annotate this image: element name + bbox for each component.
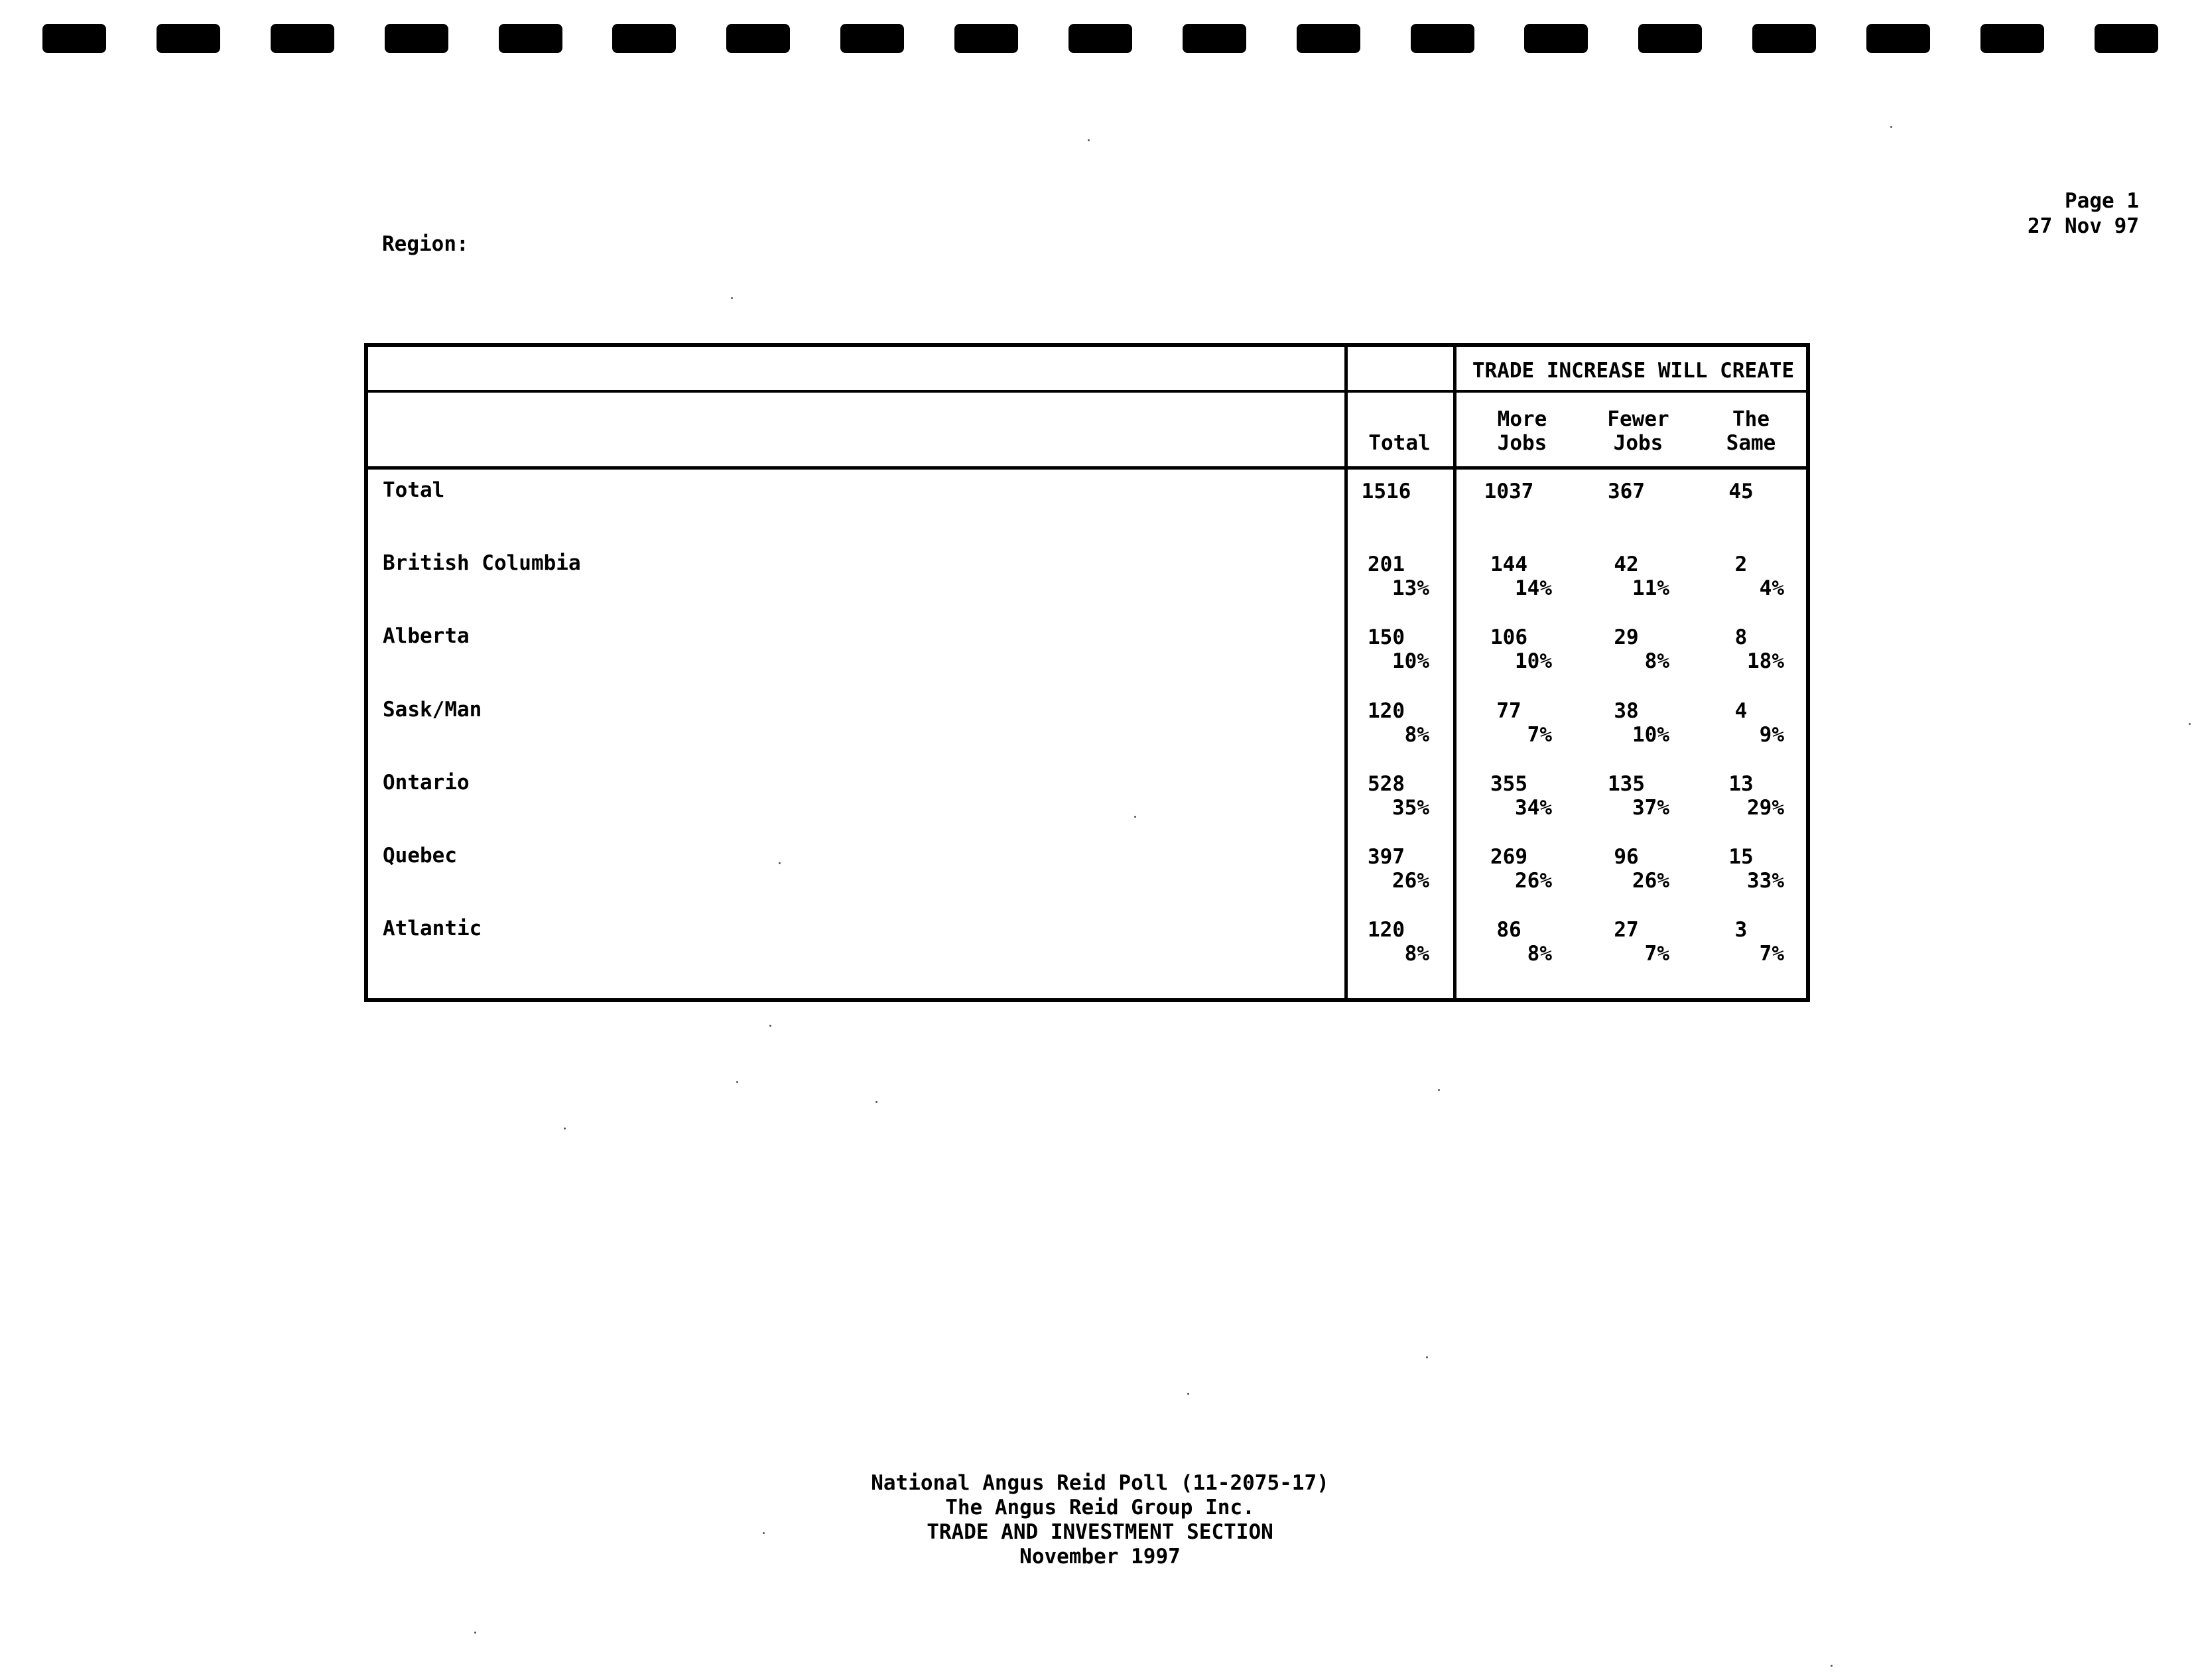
cell-percent-the-same: 18% <box>1747 649 1784 673</box>
col-header-total-line2: Total <box>1368 431 1431 455</box>
perforation-hole <box>271 24 334 53</box>
cell-percent-the-same: 7% <box>1759 942 1784 966</box>
perforation-hole <box>1752 24 1816 53</box>
scan-speck <box>1134 816 1136 818</box>
row-label: Ontario <box>383 771 470 795</box>
cell-count-more-jobs: 86 <box>1496 918 1521 942</box>
scan-speck <box>736 1081 738 1083</box>
cell-count-fewer-jobs: 367 <box>1608 480 1645 503</box>
perforation-hole <box>1524 24 1588 53</box>
perforation-hole <box>1980 24 2044 53</box>
scan-speck <box>779 862 781 864</box>
cell-percent-fewer-jobs: 37% <box>1632 796 1669 820</box>
cell-percent-more-jobs: 8% <box>1527 942 1552 966</box>
cell-count-total: 397 <box>1368 845 1405 869</box>
crosstab-table <box>364 343 1810 1002</box>
perforation-hole <box>1297 24 1360 53</box>
cell-percent-the-same: 4% <box>1759 576 1784 600</box>
row-label: Atlantic <box>383 917 482 940</box>
page-info <box>2028 188 2139 239</box>
row-label: Alberta <box>383 624 470 648</box>
page-number: Page 1 <box>2065 189 2139 213</box>
cell-count-fewer-jobs: 42 <box>1614 552 1639 576</box>
cell-count-the-same: 3 <box>1734 918 1748 942</box>
cell-percent-more-jobs: 34% <box>1515 796 1552 820</box>
cell-count-total: 150 <box>1368 625 1405 649</box>
perforation-hole <box>499 24 562 53</box>
cell-count-fewer-jobs: 96 <box>1614 845 1639 869</box>
cell-count-the-same: 8 <box>1734 625 1748 649</box>
scan-speck <box>474 1632 476 1634</box>
cell-count-total: 528 <box>1368 772 1405 796</box>
cell-percent-total: 8% <box>1404 723 1429 747</box>
footer-date: November 1997 <box>1019 1545 1181 1569</box>
footer-company: The Angus Reid Group Inc. <box>945 1496 1255 1519</box>
col-header-the-same-line2: Same <box>1726 431 1776 455</box>
perforation-hole <box>612 24 676 53</box>
row-label: British Columbia <box>383 551 581 575</box>
perforation-hole <box>726 24 790 53</box>
cell-count-fewer-jobs: 38 <box>1614 699 1639 723</box>
cell-percent-fewer-jobs: 26% <box>1632 869 1669 893</box>
footer-section: TRADE AND INVESTMENT SECTION <box>927 1520 1273 1544</box>
cell-count-total: 120 <box>1368 918 1405 942</box>
cell-percent-more-jobs: 26% <box>1515 869 1552 893</box>
cell-percent-total: 13% <box>1392 576 1429 600</box>
cell-count-the-same: 4 <box>1734 699 1748 723</box>
col-header-fewer-jobs-line2: Jobs <box>1613 431 1663 455</box>
scan-speck <box>875 1101 877 1103</box>
cell-count-the-same: 15 <box>1728 845 1754 869</box>
footer-poll-title: National Angus Reid Poll (11-2075-17) <box>871 1471 1329 1495</box>
row-label: Quebec <box>383 844 457 868</box>
perforation-hole <box>157 24 220 53</box>
col-header-fewer-jobs-line1: Fewer <box>1607 407 1669 431</box>
perforation-strip <box>42 24 2158 57</box>
cell-count-total: 201 <box>1368 552 1405 576</box>
cell-percent-more-jobs: 14% <box>1515 576 1552 600</box>
cell-count-the-same: 13 <box>1728 772 1754 796</box>
footer <box>0 1471 2200 1569</box>
cell-percent-fewer-jobs: 10% <box>1632 723 1669 747</box>
cell-count-more-jobs: 269 <box>1490 845 1527 869</box>
cell-percent-total: 10% <box>1392 649 1429 673</box>
cell-percent-total: 8% <box>1404 942 1429 966</box>
col-header-the-same-line1: The <box>1732 407 1770 431</box>
col-header-more-jobs-line1: More <box>1497 407 1547 431</box>
perforation-hole <box>42 24 106 53</box>
scan-speck <box>731 297 733 299</box>
cell-count-the-same: 45 <box>1728 480 1754 503</box>
cell-percent-total: 35% <box>1392 796 1429 820</box>
cell-percent-total: 26% <box>1392 869 1429 893</box>
cell-count-the-same: 2 <box>1734 552 1748 576</box>
scan-speck <box>1890 126 1892 128</box>
scan-speck <box>1438 1089 1440 1091</box>
perforation-hole <box>1866 24 1930 53</box>
cell-percent-the-same: 33% <box>1747 869 1784 893</box>
cell-count-total: 120 <box>1368 699 1405 723</box>
group-header: TRADE INCREASE WILL CREATE <box>1472 359 1795 383</box>
perforation-hole <box>385 24 448 53</box>
cell-count-more-jobs: 144 <box>1490 552 1527 576</box>
cell-count-more-jobs: 77 <box>1496 699 1521 723</box>
cell-count-more-jobs: 355 <box>1490 772 1527 796</box>
perforation-hole <box>954 24 1018 53</box>
cell-percent-fewer-jobs: 7% <box>1644 942 1669 966</box>
perforation-hole <box>1183 24 1246 53</box>
cell-count-fewer-jobs: 29 <box>1614 625 1639 649</box>
cell-count-fewer-jobs: 135 <box>1608 772 1645 796</box>
perforation-hole <box>840 24 904 53</box>
perforation-hole <box>1411 24 1474 53</box>
cell-percent-more-jobs: 7% <box>1527 723 1552 747</box>
header-divider <box>368 390 1806 393</box>
perforation-hole <box>2095 24 2158 53</box>
scan-speck <box>1426 1356 1428 1358</box>
scan-speck <box>564 1128 566 1130</box>
cell-count-fewer-jobs: 27 <box>1614 918 1639 942</box>
scan-speck <box>769 1025 771 1027</box>
header-bottom-rule <box>368 466 1806 470</box>
cell-percent-more-jobs: 10% <box>1515 649 1552 673</box>
section-label: Region: <box>382 232 469 256</box>
scan-speck <box>1187 1393 1189 1395</box>
row-label: Total <box>383 478 445 502</box>
row-label: Sask/Man <box>383 698 482 722</box>
scan-speck <box>763 1532 765 1534</box>
scan-speck <box>2189 723 2191 725</box>
report-date: 27 Nov 97 <box>2028 214 2139 238</box>
cell-percent-the-same: 9% <box>1759 723 1784 747</box>
col-header-more-jobs-line2: Jobs <box>1497 431 1547 455</box>
cell-count-total: 1516 <box>1361 480 1411 503</box>
cell-percent-the-same: 29% <box>1747 796 1784 820</box>
cell-percent-fewer-jobs: 11% <box>1632 576 1669 600</box>
scan-speck <box>1088 139 1090 141</box>
cell-count-more-jobs: 106 <box>1490 625 1527 649</box>
perforation-hole <box>1638 24 1702 53</box>
cell-percent-fewer-jobs: 8% <box>1644 649 1669 673</box>
cell-count-more-jobs: 1037 <box>1484 480 1534 503</box>
perforation-hole <box>1068 24 1132 53</box>
scan-speck <box>1831 1665 1833 1667</box>
